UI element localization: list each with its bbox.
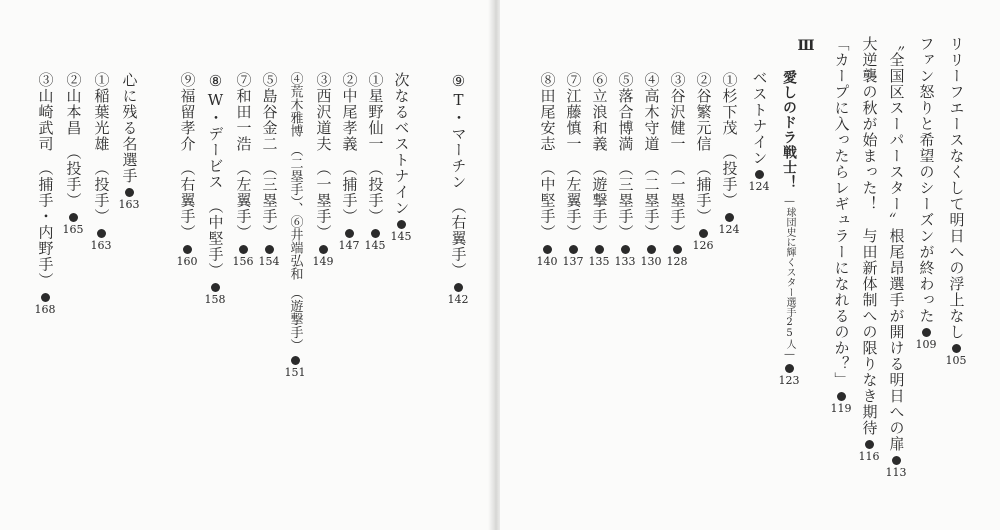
toc-player-entry[interactable] <box>62 72 84 235</box>
toc-page-number: 124 <box>718 222 740 236</box>
leader-dot <box>345 229 354 238</box>
toc-entry[interactable] <box>945 36 967 366</box>
toc-player-entry[interactable] <box>447 72 469 305</box>
toc-player-entry[interactable] <box>562 72 584 267</box>
leader-dot <box>755 170 764 179</box>
toc-page-number: 158 <box>204 292 226 306</box>
toc-page-number: 145 <box>364 238 386 252</box>
leader-dot <box>183 245 192 254</box>
toc-entry[interactable] <box>858 36 880 462</box>
toc-page-number: 163 <box>118 198 140 211</box>
leader-dot <box>319 245 328 254</box>
toc-page-number: 135 <box>588 254 610 268</box>
chapter-title: 愛しのドラ戦士！ <box>781 70 797 190</box>
leader-dot <box>725 213 734 222</box>
player-title: ①稲葉光雄 （投手） <box>92 72 111 225</box>
toc-page-number: 133 <box>614 254 636 268</box>
toc-player-entry[interactable] <box>34 72 56 315</box>
section-heading[interactable] <box>390 72 412 242</box>
leader-dot <box>785 364 794 373</box>
section-title: 心に残る名選手 <box>120 72 139 184</box>
toc-player-entry[interactable] <box>284 72 306 378</box>
toc-page-number: 154 <box>258 254 280 268</box>
toc-entry[interactable] <box>830 36 852 414</box>
toc-page-number: 130 <box>640 254 662 268</box>
toc-player-entry[interactable] <box>364 72 386 251</box>
player-title: ④荒木雅博 （二塁手）、⑥井端弘和 （遊撃手） <box>287 72 303 352</box>
toc-player-entry[interactable] <box>588 72 610 267</box>
leader-dot <box>673 245 682 254</box>
toc-entry-title: 大逆襲の秋が始まった！ 与田新体制への限りなき期待 <box>860 36 879 436</box>
player-title: ①杉下茂 （投手） <box>720 72 739 209</box>
toc-player-entry[interactable] <box>90 72 112 251</box>
leader-dot <box>699 229 708 238</box>
leader-dot <box>837 392 846 401</box>
toc-player-entry[interactable] <box>640 72 662 267</box>
player-title: ④高木守道 （二塁手） <box>642 72 661 241</box>
player-title: ⑥立浪和義 （遊撃手） <box>590 72 609 241</box>
toc-player-entry[interactable] <box>536 72 558 267</box>
leader-dot <box>621 245 630 254</box>
chapter-heading[interactable] <box>778 70 800 386</box>
player-title: ③山崎武司 （捕手・内野手） <box>36 72 55 289</box>
leader-dot <box>647 245 656 254</box>
section-heading[interactable] <box>748 70 770 192</box>
player-title: ⑤落合博満 （三塁手） <box>616 72 635 241</box>
leader-dot <box>239 245 248 254</box>
leader-dot <box>371 229 380 238</box>
leader-dot <box>865 440 874 449</box>
toc-entry[interactable] <box>885 36 907 478</box>
leader-dot <box>211 283 220 292</box>
toc-page-number: 142 <box>447 292 469 306</box>
player-title: ⑨福留孝介 （右翼手） <box>178 72 197 241</box>
toc-player-entry[interactable] <box>666 72 688 267</box>
player-title: ②山本昌 （投手） <box>64 72 83 209</box>
toc-page-number: 140 <box>536 254 558 268</box>
toc-page-number: 105 <box>945 354 967 367</box>
toc-player-entry[interactable] <box>718 72 740 235</box>
player-title: ②谷繁元信 （捕手） <box>694 72 713 225</box>
toc-page-number: 123 <box>778 374 800 387</box>
toc-page-number: 168 <box>34 302 56 316</box>
toc-entry-title: リリーフエースなくして明日への浮上なし <box>947 36 966 340</box>
toc-page-number: 151 <box>284 365 306 379</box>
leader-dot <box>291 356 300 365</box>
leader-dot <box>125 188 134 197</box>
toc-page-number: 128 <box>666 254 688 268</box>
toc-entry-title: 「カープに入ったらレギュラーになれるのか？」 <box>832 36 851 388</box>
section-title: ベストナイン <box>750 70 769 166</box>
toc-player-entry[interactable] <box>338 72 360 251</box>
toc-page-number: 113 <box>885 466 907 479</box>
toc-entry-title: 〝全国区スーパースター〟根尾昂選手が開ける明日への扉 <box>887 36 906 452</box>
leader-dot <box>41 293 50 302</box>
leader-dot <box>543 245 552 254</box>
toc-player-entry[interactable] <box>232 72 254 267</box>
toc-page-number: 126 <box>692 238 714 252</box>
toc-player-entry[interactable] <box>258 72 280 267</box>
section-heading[interactable] <box>118 72 140 210</box>
section-title: 次なるベストナイン <box>392 72 411 216</box>
leader-dot <box>922 328 931 337</box>
leader-dot <box>569 245 578 254</box>
toc-entry-title: ファン怒りと希望のシーズンが終わった <box>917 36 936 324</box>
player-title: ②中尾孝義 （捕手） <box>340 72 359 225</box>
toc-page-number: 160 <box>176 254 198 268</box>
toc-player-entry[interactable] <box>176 72 198 267</box>
toc-page-number: 137 <box>562 254 584 268</box>
toc-player-entry[interactable] <box>692 72 714 251</box>
toc-page-number: 165 <box>62 222 84 236</box>
leader-dot <box>952 344 961 353</box>
leader-dot <box>69 213 78 222</box>
player-title: ⑨T・マーチン （右翼手） <box>449 72 468 279</box>
chapter-subtitle: ―球団史に輝くスター選手25人― <box>784 196 795 360</box>
toc-player-entry[interactable] <box>204 72 226 305</box>
toc-page-number: 119 <box>830 402 852 415</box>
leader-dot <box>454 283 463 292</box>
toc-player-entry[interactable] <box>312 72 334 267</box>
leader-dot <box>265 245 274 254</box>
chapter-numeral: Ⅲ <box>798 38 814 55</box>
leader-dot <box>892 456 901 465</box>
leader-dot <box>97 229 106 238</box>
toc-entry[interactable] <box>915 36 937 350</box>
player-title: ①星野仙一 （投手） <box>366 72 385 225</box>
toc-player-entry[interactable] <box>614 72 636 267</box>
player-title: ⑧W・デービス （中堅手） <box>206 72 225 279</box>
toc-page-number: 124 <box>748 180 770 193</box>
player-title: ③谷沢健一 （一塁手） <box>668 72 687 241</box>
chapter-number <box>795 38 817 55</box>
toc-page-number: 109 <box>915 338 937 351</box>
toc-page-number: 163 <box>90 238 112 252</box>
leader-dot <box>595 245 604 254</box>
toc-page-number: 116 <box>858 450 880 463</box>
leader-dot <box>397 220 406 229</box>
player-title: ⑧田尾安志 （中堅手） <box>538 72 557 241</box>
player-title: ⑤島谷金二 （三塁手） <box>260 72 279 241</box>
player-title: ⑦江藤慎一 （左翼手） <box>564 72 583 241</box>
toc-page-number: 156 <box>232 254 254 268</box>
player-title: ⑦和田一浩 （左翼手） <box>234 72 253 241</box>
toc-page-number: 147 <box>338 238 360 252</box>
player-title: ③西沢道夫 （一塁手） <box>314 72 333 241</box>
toc-page-number: 145 <box>390 230 412 243</box>
toc-page-number: 149 <box>312 254 334 268</box>
